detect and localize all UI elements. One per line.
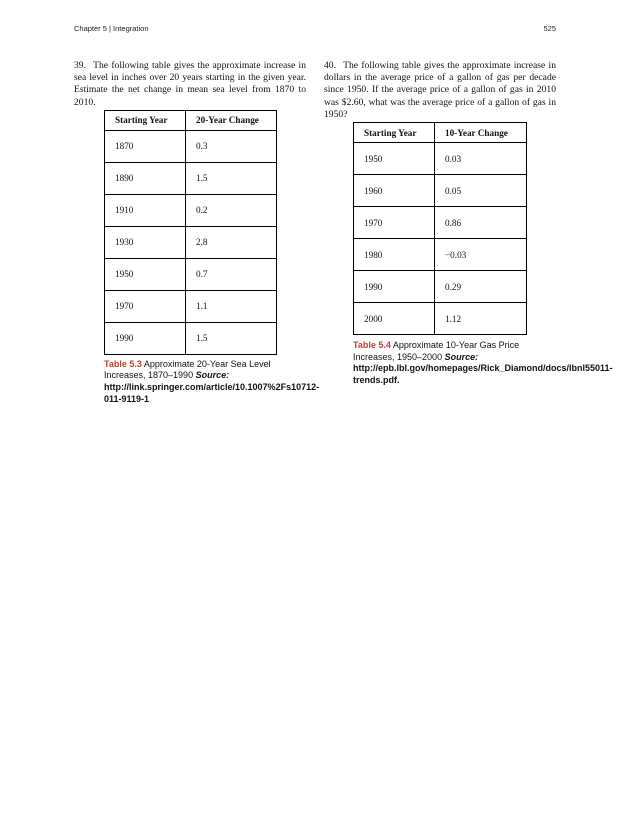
change-cell: 1.12	[435, 303, 527, 335]
chapter-title: Chapter 5 | Integration	[74, 24, 149, 33]
table-row	[354, 239, 527, 271]
problem-40	[324, 60, 613, 386]
table-header-row	[354, 123, 527, 143]
page-header	[74, 24, 556, 36]
table-row	[105, 226, 277, 258]
year-cell: 1930	[105, 226, 186, 258]
table-row	[354, 207, 527, 239]
problem-39	[74, 60, 320, 405]
change-cell: 0.03	[435, 143, 527, 175]
change-cell: 0.05	[435, 175, 527, 207]
column-header-starting-year: Starting Year	[105, 110, 186, 130]
source-label: Source:	[195, 370, 230, 381]
year-cell: 2000	[354, 303, 435, 335]
change-cell: 0.86	[435, 207, 527, 239]
problem-statement: The following table gives the approximate increase in sea level in inches over 20 years starting in the given year. Estimate the net change in mean sea level from 1870 to 2010.	[74, 60, 306, 108]
table-row	[354, 303, 527, 335]
table-row	[354, 271, 527, 303]
column-header-change: 20-Year Change	[186, 110, 277, 130]
problem-number: 39.	[74, 60, 86, 71]
table-row	[105, 322, 277, 354]
year-cell: 1950	[105, 258, 186, 290]
table-label: Table 5.4	[353, 340, 391, 351]
change-cell: 0.29	[435, 271, 527, 303]
sea-level-table	[104, 110, 277, 355]
change-cell: 2.8	[186, 226, 277, 258]
table-caption	[353, 340, 613, 386]
caption-text: Approximate 10-Year Gas Price Increases, 1950–2000	[353, 340, 520, 362]
year-cell: 1910	[105, 194, 186, 226]
year-cell: 1950	[354, 143, 435, 175]
table-row	[354, 143, 527, 175]
change-cell: 0.2	[186, 194, 277, 226]
change-cell: 0.7	[186, 258, 277, 290]
change-cell: 0.3	[186, 130, 277, 162]
change-cell: 1.5	[186, 322, 277, 354]
year-cell: 1870	[105, 130, 186, 162]
problem-number: 40.	[324, 60, 336, 71]
source-label: Source:	[444, 351, 479, 362]
problem-statement: The following table gives the approximate increase in dollars in the average price of a gallon of gas per decade since 1950. If the average price of a gallon of gas in 2010 was $2.60, what was the average price of a gallon of gas in 1950?	[324, 60, 556, 120]
problem-40-text	[324, 60, 556, 121]
year-cell: 1960	[354, 175, 435, 207]
table-label: Table 5.3	[104, 358, 142, 369]
gas-price-table	[353, 122, 527, 335]
change-cell: 1.5	[186, 162, 277, 194]
column-header-starting-year: Starting Year	[354, 123, 435, 143]
year-cell: 1980	[354, 239, 435, 271]
table-row	[105, 290, 277, 322]
table-row	[354, 175, 527, 207]
table-header-row	[105, 110, 277, 130]
change-cell: −0.03	[435, 239, 527, 271]
year-cell: 1970	[354, 207, 435, 239]
page-number: 525	[543, 24, 556, 33]
table-caption	[104, 358, 320, 405]
year-cell: 1990	[354, 271, 435, 303]
year-cell: 1970	[105, 290, 186, 322]
year-cell: 1890	[105, 162, 186, 194]
caption-text: Approximate 20-Year Sea Level Increases, 1870–1990	[104, 358, 271, 381]
table-row	[105, 258, 277, 290]
table-row	[105, 194, 277, 226]
table-row	[105, 130, 277, 162]
source-url: http://link.springer.com/article/10.1007%2Fs10712-011-9119-1	[104, 382, 320, 404]
year-cell: 1990	[105, 322, 186, 354]
source-url: http://epb.lbl.gov/homepages/Rick_Diamond/docs/lbnl55011-trends.pdf.	[353, 363, 613, 385]
column-header-change: 10-Year Change	[435, 123, 527, 143]
table-row	[105, 162, 277, 194]
problem-39-text	[74, 60, 306, 109]
change-cell: 1.1	[186, 290, 277, 322]
